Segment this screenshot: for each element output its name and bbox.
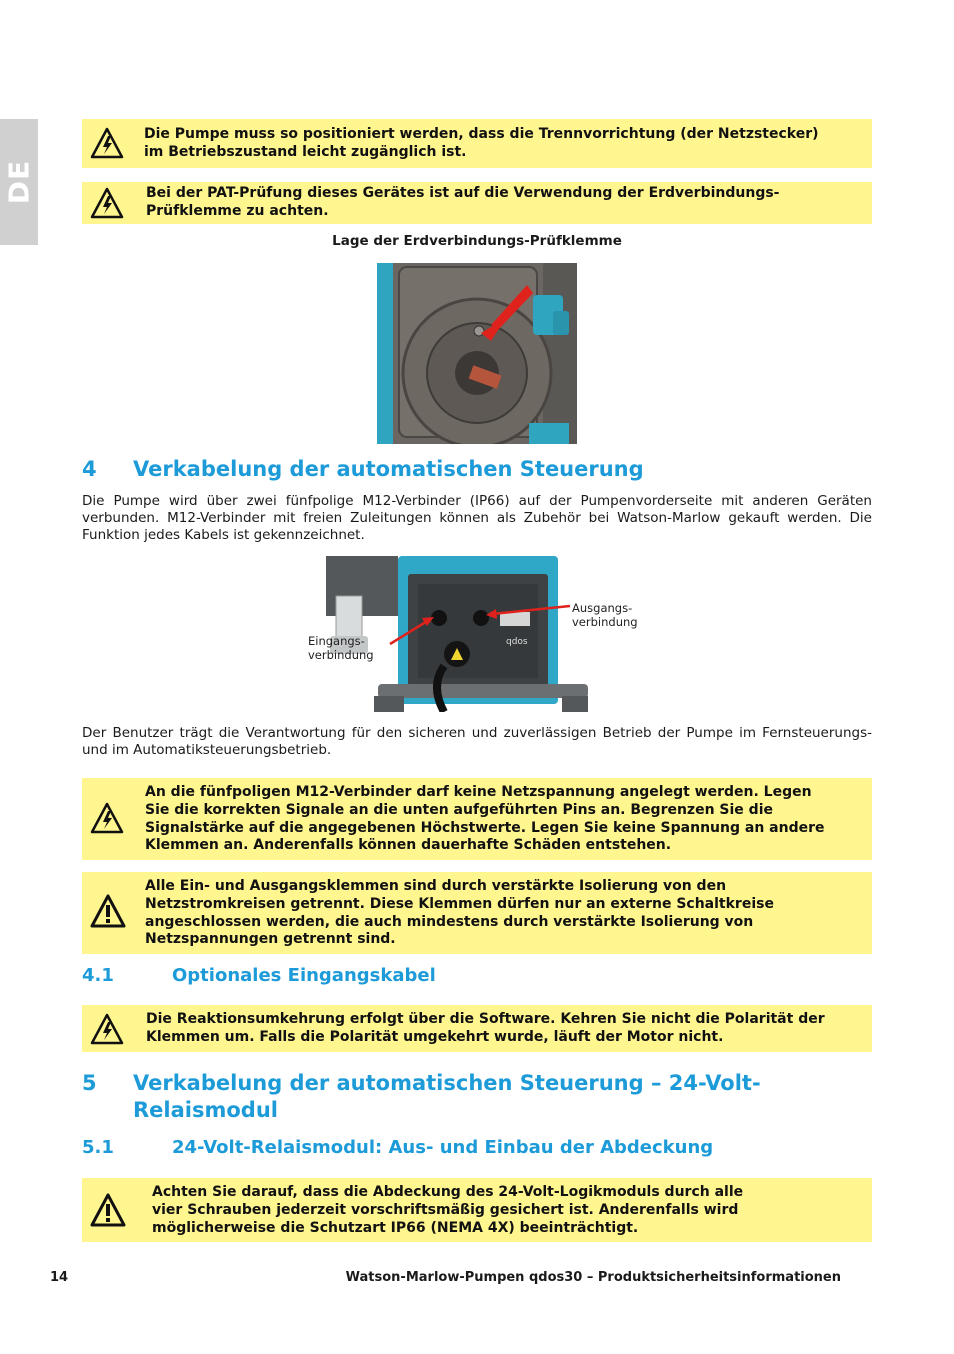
- language-tab: [0, 119, 38, 245]
- electrical-hazard-icon: [90, 802, 124, 834]
- warning-text-line: Netzspannungen getrennt sind.: [145, 931, 396, 948]
- warning-text-line: Klemmen an. Anderenfalls können dauerhafte Schäden entstehen.: [145, 837, 672, 854]
- warning-text-line: Prüfklemme zu achten.: [146, 202, 329, 219]
- warning-text-line: Klemmen um. Falls die Polarität umgekehrt wurde, läuft der Motor nicht.: [146, 1028, 724, 1045]
- paragraph-connectors: Die Pumpe wird über zwei fünfpolige M12-Verbinder (IP66) auf der Pumpenvorderseite mit anderen Geräten verbunden. M12-Verbinder mit freien Zuleitungen können als Zubehör bei Watson-Marlow gekauft werden. Die Funktion jedes Kabels ist gekennzeichnet.: [82, 493, 872, 543]
- section-5-1-number: 5.1: [82, 1137, 114, 1158]
- warning-text-line: vier Schrauben jederzeit vorschriftsmäßig gesichert ist. Anderenfalls wird: [152, 1201, 739, 1218]
- warning-box-no-mains: [82, 778, 872, 860]
- language-tab-label: DE: [2, 159, 36, 205]
- warning-text-line: Die Reaktionsumkehrung erfolgt über die Software. Kehren Sie nicht die Polarität der: [146, 1011, 825, 1027]
- warning-text-line: Bei der PAT-Prüfung dieses Gerätes ist auf die Verwendung der Erdverbindungs-: [146, 185, 780, 201]
- warning-text-line: Achten Sie darauf, dass die Abdeckung des 24-Volt-Logikmoduls durch alle: [152, 1184, 744, 1200]
- section-5-number: 5: [82, 1071, 97, 1095]
- warning-text-line: Signalstärke auf die angegebenen Höchstwerte. Legen Sie keine Spannung an andere: [145, 819, 825, 836]
- warning-box-isolation: [82, 872, 872, 954]
- panel-brand-text: qdos: [506, 637, 528, 647]
- figure-caption: Lage der Erdverbindungs-Prüfklemme: [332, 233, 622, 249]
- warning-box-cover-screws: [82, 1178, 872, 1242]
- page-number: 14: [50, 1270, 69, 1285]
- warning-text-line: Sie die korrekten Signale an die unten aufgeführten Pins an. Begrenzen Sie die: [145, 801, 773, 818]
- output-connector-label: Ausgangs- verbindung: [572, 601, 638, 629]
- section-5-1-title: 24-Volt-Relaismodul: Aus- und Einbau der Abdeckung: [172, 1137, 714, 1158]
- electrical-hazard-icon: [90, 187, 124, 219]
- warning-text-line: möglicherweise die Schutzart IP66 (NEMA 4X) beeinträchtigt.: [152, 1219, 639, 1236]
- warning-text-line: Netzstromkreisen getrennt. Diese Klemmen dürfen nur an externe Schaltkreise: [145, 895, 774, 912]
- paragraph-responsibility: Der Benutzer trägt die Verantwortung für den sicheren und zuverlässigen Betrieb der Pumpe im Fernsteuerungs- und im Automatiksteuerungsbetrieb.: [82, 725, 872, 758]
- warning-text-line: Die Pumpe muss so positioniert werden, dass die Trennvorrichtung (der Netzstecker): [144, 126, 819, 142]
- warning-box-polarity: [82, 1005, 872, 1052]
- electrical-hazard-icon: [90, 127, 124, 159]
- section-4-1-number: 4.1: [82, 965, 114, 986]
- general-warning-icon: [90, 1193, 126, 1227]
- section-4-1-title: Optionales Eingangskabel: [172, 965, 436, 986]
- warning-text-line: An die fünfpoligen M12-Verbinder darf keine Netzspannung angelegt werden. Legen: [145, 784, 812, 800]
- warning-text-line: angeschlossen werden, die auch mindestens durch verstärkte Isolierung von: [145, 913, 754, 930]
- electrical-hazard-icon: [90, 1013, 124, 1045]
- general-warning-icon: [90, 894, 126, 928]
- section-5-title: Verkabelung der automatischen Steuerung – 24-Volt- Relaismodul: [133, 1071, 761, 1122]
- warning-box-pat-test: [82, 182, 872, 224]
- earth-terminal-photo: [377, 263, 577, 444]
- input-connector-label: Eingangs- verbindung: [308, 634, 374, 662]
- warning-text-line: Alle Ein- und Ausgangsklemmen sind durch verstärkte Isolierung von den: [145, 878, 727, 894]
- section-4-title: Verkabelung der automatischen Steuerung: [133, 457, 644, 481]
- section-4-number: 4: [82, 457, 97, 481]
- footer-title: Watson-Marlow-Pumpen qdos30 – Produktsicherheitsinformationen: [345, 1270, 841, 1285]
- warning-box-positioning: [82, 119, 872, 168]
- warning-text-line: im Betriebszustand leicht zugänglich ist.: [144, 143, 467, 160]
